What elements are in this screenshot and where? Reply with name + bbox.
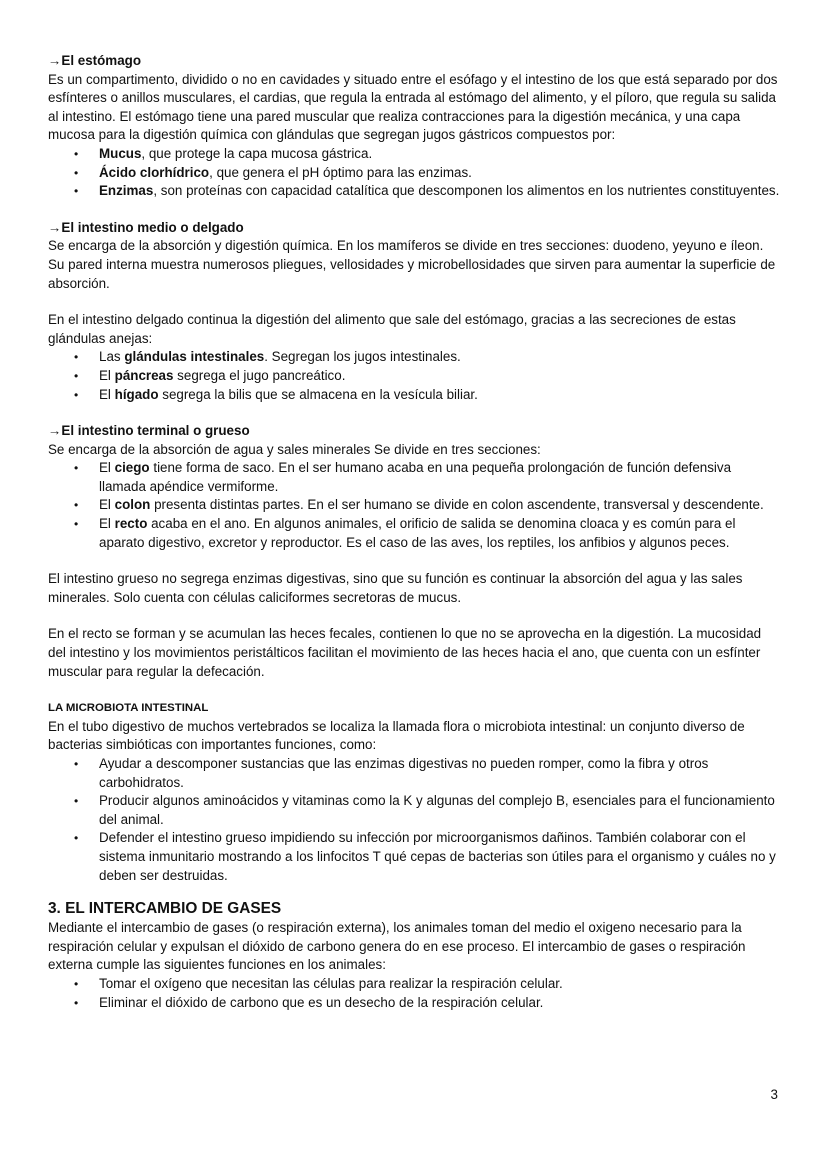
section-heading-gases: 3. EL INTERCAMBIO DE GASES — [48, 900, 282, 918]
bullet-icon: • — [74, 794, 79, 809]
page-content — [48, 52, 780, 1012]
list-secciones-grueso — [48, 459, 780, 552]
section-heading-estomago: →El estómago — [48, 53, 142, 68]
bullet-icon: • — [74, 165, 79, 180]
paragraph-microbiota: En el tubo digestivo de muchos vertebrados se localiza la llamada flora o microbiota intestinal: un conjunto diverso de bacterias simbióticas con importantes funciones, como: — [48, 718, 745, 753]
list-item: • Ácido clorhídrico, que genera el pH óptimo para las enzimas. — [74, 164, 780, 183]
bullet-icon: • — [74, 184, 79, 199]
paragraph-gases: Mediante el intercambio de gases (o respiración externa), los animales toman del medio el oxigeno necesario para la respiración celular y expulsan el dióxido de carbono genera do en ese proceso. El intercambio de gases o respiración externa cumple las siguientes funciones en los animales: — [48, 920, 746, 973]
paragraph-delgado-2: En el intestino delgado continua la digestión del alimento que sale del estómago, gracias a las secreciones de estas glándulas anejas: — [48, 312, 736, 346]
bullet-icon: • — [74, 757, 79, 771]
list-funciones-microbiota — [48, 755, 780, 885]
list-item: • El recto acaba en el ano. En algunos animales, el orificio de salida se denomina cloaca y es común para el aparato digestivo, excretor y reproductor. Es el caso de las aves, los reptiles, los anfibios y algunos peces. — [74, 516, 736, 550]
list-item: • El colon presenta distintas partes. En el ser humano se divide en colon ascendente, transversal y descendente. — [74, 496, 780, 515]
bullet-icon: • — [74, 461, 79, 476]
list-item: • Defender el intestino grueso impidiendo su infección por microorganismos dañinos. También colaborar con el sistema inmunitario mostrando a los linfocitos T qué cepas de bacterias son útiles para el organismo y cuáles no y deben ser destruidas. — [74, 830, 776, 883]
bullet-icon: • — [74, 387, 79, 402]
list-glandulas-anejas — [48, 348, 780, 404]
bullet-icon: • — [74, 995, 79, 1010]
list-jugos-gastricos — [48, 145, 780, 201]
list-item: • Las glándulas intestinales. Segregan los jugos intestinales. — [74, 348, 780, 367]
bullet-icon: • — [74, 368, 79, 383]
section-heading-grueso: →El intestino terminal o grueso — [48, 423, 250, 439]
term: Enzimas — [99, 183, 154, 199]
section-heading-microbiota: LA MICROBIOTA INTESTINAL — [48, 702, 209, 715]
term: colon — [114, 497, 151, 513]
bullet-icon: • — [74, 146, 79, 161]
term: Ácido clorhídrico — [99, 164, 210, 180]
term: páncreas — [114, 367, 174, 383]
paragraph-grueso-2: El intestino grueso no segrega enzimas digestivas, sino que su función es continuar la absorción del agua y las sales minerales. Solo cuenta con células caliciformes secretoras de mucus. — [48, 571, 743, 605]
bullet-icon: • — [74, 976, 79, 991]
list-item: • Producir algunos aminoácidos y vitaminas como la K y algunas del complejo B, esenciales para el funcionamiento del animal. — [74, 793, 775, 827]
term: glándulas intestinales — [124, 349, 265, 365]
bullet-icon: • — [74, 498, 79, 513]
list-item: • El páncreas segrega el jugo pancreático. — [74, 367, 780, 386]
list-funciones-gases — [48, 975, 780, 1012]
term: ciego — [114, 460, 150, 476]
list-item: • El ciego tiene forma de saco. En el ser humano acaba en una pequeña prolongación de función defensiva llamada apéndice vermiforme. — [74, 460, 732, 494]
list-item: • Mucus, que protege la capa mucosa gástrica. — [74, 145, 780, 164]
paragraph-estomago: Es un compartimento, dividido o no en cavidades y situado entre el esófago y el intestino de los que está separado por dos esfínteres o anillos musculares, el cardias, que regula la entrada al estómago del alimento, y el píloro, que regula su salida al intestino. El estómago tiene una pared muscular que realiza contracciones para la digestión mecánica, y una capa mucosa para la digestión química con glándulas que segregan jugos gástricos compuestos por: — [48, 71, 778, 143]
term: recto — [114, 516, 148, 532]
section-heading-delgado: →El intestino medio o delgado — [48, 219, 244, 235]
bullet-icon: • — [74, 350, 79, 365]
bullet-icon: • — [74, 517, 79, 532]
list-item: • Ayudar a descomponer sustancias que las enzimas digestivas no pueden romper, como la fibra y otros carbohidratos. — [74, 756, 709, 790]
paragraph-grueso-1: Se encarga de la absorción de agua y sales minerales Se divide en tres secciones: — [48, 441, 541, 457]
list-item: • El hígado segrega la bilis que se almacena en la vesícula biliar. — [74, 386, 780, 405]
list-item: • Tomar el oxígeno que necesitan las células para realizar la respiración celular. — [74, 975, 780, 994]
page-number: 3 — [770, 1087, 778, 1102]
list-item: • Eliminar el dióxido de carbono que es un desecho de la respiración celular. — [74, 994, 780, 1013]
list-item: • Enzimas, son proteínas con capacidad catalítica que descomponen los alimentos en los nutrientes constituyentes. — [74, 182, 780, 201]
term: hígado — [114, 386, 159, 402]
term: Mucus — [99, 145, 142, 161]
paragraph-grueso-3: En el recto se forman y se acumulan las heces fecales, contienen lo que no se aprovecha en la digestión. La mucosidad del intestino y los movimientos peristálticos facilitan el movimiento de las heces hacia el ano, que cuenta con un esfínter muscular para regular la defecación. — [48, 626, 762, 679]
paragraph-delgado-1: Se encarga de la absorción y digestión química. En los mamíferos se divide en tres secciones: duodeno, yeyuno e íleon. Su pared interna muestra numerosos pliegues, vellosidades y microbellosidades que sirven para aumentar la superficie de absorción. — [48, 238, 776, 291]
bullet-icon: • — [74, 831, 79, 846]
